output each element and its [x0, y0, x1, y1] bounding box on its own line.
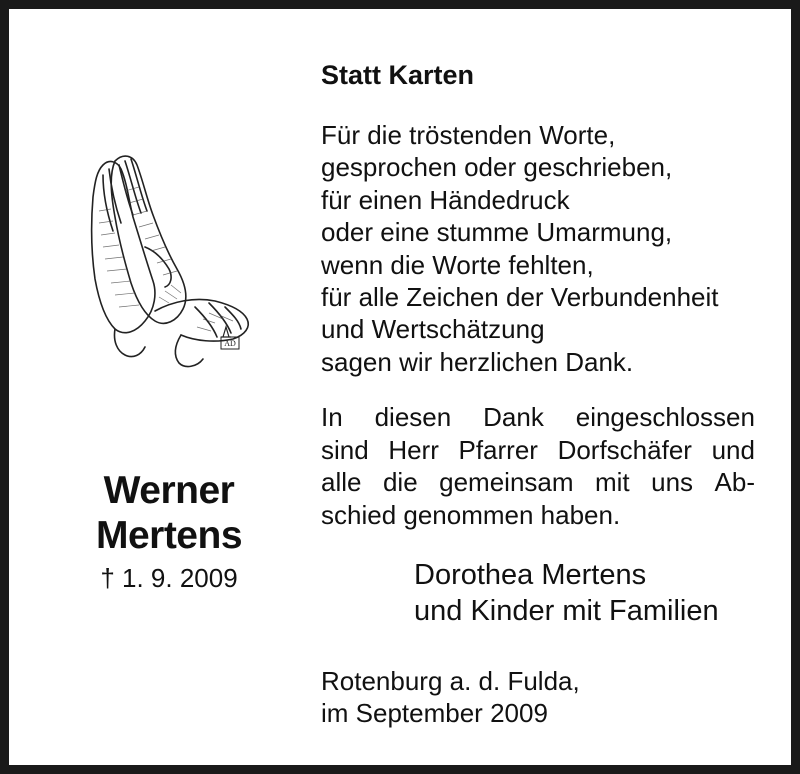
- thanks-line: [321, 466, 755, 499]
- deceased-last-name: Mertens: [95, 514, 243, 557]
- thanks-word: alle: [321, 467, 362, 497]
- thanks-word: diesen: [374, 402, 452, 432]
- thanks-line: [321, 434, 755, 467]
- praying-hands-icon: [85, 151, 257, 373]
- thanks-word: die: [382, 467, 418, 497]
- heading: Statt Karten: [321, 60, 475, 90]
- poem-line: für alle Zeichen der Verbundenheit: [321, 282, 719, 313]
- poem-line: und Wertschätzung: [321, 314, 545, 345]
- thanks-paragraph: [321, 401, 755, 531]
- poem-line: gesprochen oder geschrieben,: [321, 152, 673, 183]
- thanks-word: In: [321, 402, 343, 432]
- thanks-word: Ab-: [714, 467, 755, 497]
- thanks-word: Dank: [483, 402, 544, 432]
- thanks-word: uns: [651, 467, 694, 497]
- poem-line: sagen wir herzlichen Dank.: [321, 346, 634, 377]
- thanks-word: sind: [321, 434, 369, 465]
- thanks-word: mit: [595, 467, 630, 497]
- poem-line: wenn die Worte fehlten,: [321, 249, 594, 280]
- signers: [414, 557, 719, 629]
- poem: [321, 119, 719, 378]
- thanks-word: gemeinsam: [439, 467, 574, 497]
- thanks-word: Dorfschäfer: [557, 434, 692, 465]
- thanks-word: Pfarrer: [458, 434, 538, 465]
- signer-line: Dorothea Mertens: [414, 559, 647, 591]
- signer-line: und Kinder mit Familien: [414, 595, 719, 627]
- thanks-line: [321, 401, 755, 434]
- place-date: [321, 665, 580, 729]
- thanks-line: [321, 499, 755, 532]
- thanks-word: schied genommen haben.: [321, 499, 621, 530]
- thanks-word: Herr: [388, 434, 439, 465]
- svg-text:AD: AD: [224, 339, 236, 348]
- thanks-word: und: [711, 434, 755, 465]
- poem-line: Für die tröstenden Worte,: [321, 120, 616, 150]
- date-line: im September 2009: [321, 698, 548, 728]
- place-line: Rotenburg a. d. Fulda,: [321, 666, 580, 696]
- poem-line: oder eine stumme Umarmung,: [321, 217, 673, 248]
- deceased-first-name: Werner: [103, 469, 235, 512]
- death-date: † 1. 9. 2009: [100, 563, 238, 593]
- thanks-word: eingeschlossen: [575, 402, 755, 432]
- poem-line: für einen Händedruck: [321, 184, 570, 215]
